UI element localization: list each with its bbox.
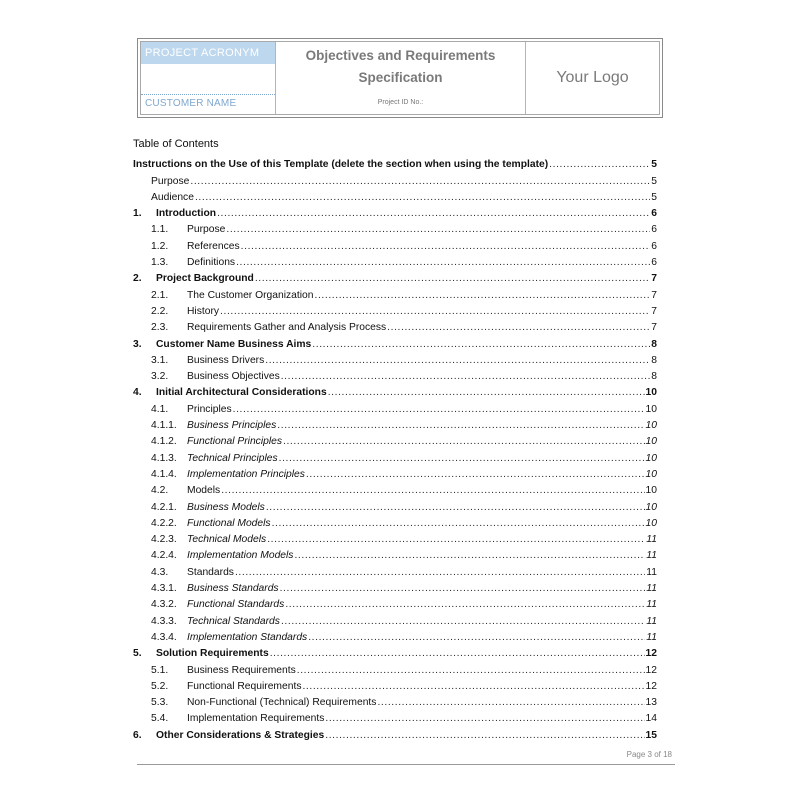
toc-entry[interactable] xyxy=(133,383,657,399)
toc-entry[interactable] xyxy=(133,579,657,595)
toc-entry[interactable] xyxy=(133,204,657,220)
toc-entry-title: Introduction xyxy=(156,208,217,220)
toc-entry[interactable] xyxy=(133,530,657,546)
dot-leader xyxy=(324,712,644,725)
toc-entry-title: Initial Architectural Considerations xyxy=(156,387,327,399)
dot-leader xyxy=(293,549,645,562)
toc-entry-title: References xyxy=(187,240,240,252)
toc-entry[interactable] xyxy=(133,611,657,627)
toc-entry-page: 10 xyxy=(645,468,657,480)
toc-entry-title: Functional Principles xyxy=(187,436,283,448)
dot-leader xyxy=(327,386,645,399)
toc-entry-title: Models xyxy=(187,485,221,497)
toc-entry-number: 3.1. xyxy=(151,354,169,366)
header-logo-cell xyxy=(526,42,659,114)
toc-entry-number: 1.1. xyxy=(151,224,169,236)
dot-leader xyxy=(279,582,646,595)
toc-entry-page: 10 xyxy=(645,517,657,529)
toc-entry[interactable] xyxy=(133,514,657,530)
dot-leader xyxy=(313,289,650,302)
dot-leader xyxy=(280,615,645,628)
toc-entry[interactable] xyxy=(133,155,657,171)
toc-entry[interactable] xyxy=(133,465,657,481)
toc-entry[interactable] xyxy=(133,171,657,187)
toc-entry-page: 12 xyxy=(645,648,657,660)
header-table xyxy=(140,41,660,115)
dot-leader xyxy=(254,272,650,285)
toc-entry-number: 1. xyxy=(133,208,142,220)
dotted-divider xyxy=(141,94,275,95)
toc-entry[interactable] xyxy=(133,546,657,562)
toc-entry-title: Customer Name Business Aims xyxy=(156,338,312,350)
dot-leader xyxy=(266,533,645,546)
document-header xyxy=(137,38,663,118)
toc-entry-page: 7 xyxy=(651,289,657,301)
toc-entry[interactable] xyxy=(133,562,657,578)
table-of-contents xyxy=(133,155,657,742)
toc-entry-number: 4.2.4. xyxy=(151,550,177,562)
toc-entry-title: Business Drivers xyxy=(187,354,265,366)
toc-entry-number: 4.3.4. xyxy=(151,631,177,643)
dot-leader xyxy=(264,354,650,367)
toc-entry-title: Purpose xyxy=(151,175,190,187)
dot-leader xyxy=(216,207,650,220)
customer-name: CUSTOMER NAME xyxy=(145,98,237,109)
toc-entry-title: Purpose xyxy=(187,224,226,236)
dot-leader xyxy=(307,631,645,644)
toc-entry[interactable] xyxy=(133,351,657,367)
toc-entry-title: Implementation Requirements xyxy=(187,713,325,725)
toc-entry[interactable] xyxy=(133,334,657,350)
toc-entry-page: 13 xyxy=(645,697,657,709)
toc-entry-title: Business Requirements xyxy=(187,664,296,676)
dot-leader xyxy=(548,158,650,171)
toc-entry[interactable] xyxy=(133,448,657,464)
toc-entry-page: 10 xyxy=(645,501,657,513)
dot-leader xyxy=(296,664,645,677)
toc-entry-page: 11 xyxy=(646,583,657,595)
toc-entry-number: 4.3.3. xyxy=(151,615,177,627)
toc-entry-number: 4.1.3. xyxy=(151,452,177,464)
toc-entry-page: 5 xyxy=(651,191,657,203)
dot-leader xyxy=(240,240,651,253)
dot-leader xyxy=(225,223,650,236)
toc-entry-number: 5. xyxy=(133,648,142,660)
toc-entry-page: 11 xyxy=(646,631,657,643)
toc-entry-number: 2.2. xyxy=(151,305,169,317)
toc-entry-number: 2.1. xyxy=(151,289,169,301)
toc-entry[interactable] xyxy=(133,497,657,513)
toc-entry[interactable] xyxy=(133,269,657,285)
toc-entry-title: Audience xyxy=(151,191,194,203)
toc-entry-page: 7 xyxy=(651,273,657,285)
toc-entry-page: 14 xyxy=(645,713,657,725)
toc-entry-page: 11 xyxy=(646,534,657,546)
toc-entry-page: 8 xyxy=(651,371,657,383)
toc-entry-title: History xyxy=(187,305,220,317)
toc-entry-number: 4.3.1. xyxy=(151,583,177,595)
dot-leader xyxy=(311,338,650,351)
toc-entry-number: 4. xyxy=(133,387,142,399)
toc-entry[interactable] xyxy=(133,188,657,204)
toc-entry-number: 4.2.3. xyxy=(151,534,177,546)
toc-entry[interactable] xyxy=(133,367,657,383)
dot-leader xyxy=(220,484,644,497)
toc-entry[interactable] xyxy=(133,399,657,415)
toc-entry[interactable] xyxy=(133,628,657,644)
toc-entry-page: 11 xyxy=(646,599,657,611)
dot-leader xyxy=(386,321,650,334)
toc-entry-number: 4.2. xyxy=(151,485,169,497)
toc-entry-number: 4.1. xyxy=(151,403,169,415)
dot-leader xyxy=(305,468,645,481)
toc-entry-title: Principles xyxy=(187,403,232,415)
toc-entry-title: Solution Requirements xyxy=(156,648,269,660)
toc-entry-page: 5 xyxy=(651,175,657,187)
toc-entry-number: 5.3. xyxy=(151,697,169,709)
toc-entry[interactable] xyxy=(133,285,657,301)
toc-entry[interactable] xyxy=(133,481,657,497)
toc-entry-title: Technical Principles xyxy=(187,452,278,464)
dot-leader xyxy=(189,175,650,188)
dot-leader xyxy=(280,370,651,383)
dot-leader xyxy=(194,191,650,204)
toc-entry-title: Definitions xyxy=(187,257,236,269)
toc-entry-title: Requirements Gather and Analysis Process xyxy=(187,322,387,334)
project-id-label: Project ID No.: xyxy=(377,99,424,106)
toc-entry-page: 11 xyxy=(646,550,657,562)
toc-entry-title: Functional Standards xyxy=(187,599,285,611)
toc-entry-page: 8 xyxy=(651,354,657,366)
toc-entry[interactable] xyxy=(133,220,657,236)
toc-entry-number: 1.2. xyxy=(151,240,169,252)
toc-entry-number: 4.2.2. xyxy=(151,517,177,529)
document-title xyxy=(276,45,525,89)
dot-leader xyxy=(232,403,645,416)
toc-entry-title: Instructions on the Use of this Template (delete the section when using the template) xyxy=(133,159,549,171)
dot-leader xyxy=(301,680,644,693)
toc-entry-page: 7 xyxy=(651,322,657,334)
dot-leader xyxy=(278,452,645,465)
toc-entry-number: 1.3. xyxy=(151,257,169,269)
toc-entry-title: Technical Standards xyxy=(187,615,280,627)
toc-entry-title: Project Background xyxy=(156,273,254,285)
toc-heading: Table of Contents xyxy=(133,138,219,150)
page-number: Page 3 of 18 xyxy=(626,750,672,759)
toc-entry-number: 3.2. xyxy=(151,371,169,383)
toc-entry-title: Implementation Principles xyxy=(187,468,305,480)
toc-entry[interactable] xyxy=(133,432,657,448)
toc-entry-number: 4.2.1. xyxy=(151,501,177,513)
toc-entry-title: Business Models xyxy=(187,501,265,513)
toc-entry[interactable] xyxy=(133,693,657,709)
toc-entry-number: 4.1.1. xyxy=(151,420,177,432)
toc-entry[interactable] xyxy=(133,595,657,611)
toc-entry-title: The Customer Organization xyxy=(187,289,314,301)
header-title-cell xyxy=(276,42,526,114)
dot-leader xyxy=(376,696,644,709)
toc-entry-page: 10 xyxy=(645,420,657,432)
toc-entry-page: 15 xyxy=(645,729,657,741)
toc-entry[interactable] xyxy=(133,660,657,676)
toc-entry-number: 2. xyxy=(133,273,142,285)
toc-entry-number: 2.3. xyxy=(151,322,169,334)
toc-entry-number: 3. xyxy=(133,338,142,350)
toc-entry-page: 10 xyxy=(645,452,657,464)
dot-leader xyxy=(269,647,645,660)
toc-entry-page: 6 xyxy=(651,257,657,269)
toc-entry-number: 4.3. xyxy=(151,566,169,578)
toc-entry-title: Other Considerations & Strategies xyxy=(156,729,325,741)
toc-entry-page: 12 xyxy=(645,664,657,676)
dot-leader xyxy=(219,305,650,318)
toc-entry-page: 6 xyxy=(651,208,657,220)
toc-entry-number: 5.2. xyxy=(151,680,169,692)
toc-entry[interactable] xyxy=(133,709,657,725)
footer-divider xyxy=(137,764,675,765)
toc-entry[interactable] xyxy=(133,236,657,252)
toc-entry-number: 4.1.4. xyxy=(151,468,177,480)
document-title-line2: Specification xyxy=(358,70,443,85)
toc-entry-number: 6. xyxy=(133,729,142,741)
toc-entry-page: 10 xyxy=(645,436,657,448)
toc-entry-page: 10 xyxy=(645,485,657,497)
toc-entry-page: 11 xyxy=(646,566,657,578)
toc-entry-page: 6 xyxy=(651,240,657,252)
toc-entry-title: Business Objectives xyxy=(187,371,280,383)
toc-entry-page: 12 xyxy=(645,680,657,692)
dot-leader xyxy=(271,517,645,530)
dot-leader xyxy=(235,256,650,269)
toc-entry-title: Non-Functional (Technical) Requirements xyxy=(187,697,377,709)
toc-entry[interactable] xyxy=(133,677,657,693)
toc-entry-number: 5.1. xyxy=(151,664,169,676)
toc-entry-title: Functional Models xyxy=(187,517,271,529)
dot-leader xyxy=(276,419,644,432)
document-title-line1: Objectives and Requirements xyxy=(305,48,496,63)
toc-entry-page: 7 xyxy=(651,305,657,317)
dot-leader xyxy=(234,566,645,579)
dot-leader xyxy=(284,598,645,611)
toc-entry-title: Technical Models xyxy=(187,534,267,546)
toc-entry-title: Implementation Models xyxy=(187,550,294,562)
toc-entry[interactable] xyxy=(133,644,657,660)
toc-entry-page: 11 xyxy=(646,615,657,627)
dot-leader xyxy=(282,435,645,448)
toc-entry-page: 5 xyxy=(651,159,657,171)
toc-entry[interactable] xyxy=(133,253,657,269)
toc-entry-page: 8 xyxy=(651,338,657,350)
toc-entry[interactable] xyxy=(133,318,657,334)
logo-placeholder: Your Logo xyxy=(556,69,629,86)
toc-entry-page: 10 xyxy=(645,403,657,415)
toc-entry-number: 4.1.2. xyxy=(151,436,177,448)
toc-entry-number: 4.3.2. xyxy=(151,599,177,611)
toc-entry-page: 10 xyxy=(645,387,657,399)
toc-entry-title: Standards xyxy=(187,566,234,578)
dot-leader xyxy=(324,729,644,742)
dot-leader xyxy=(265,501,645,514)
toc-entry-page: 6 xyxy=(651,224,657,236)
toc-entry-title: Business Standards xyxy=(187,583,279,595)
toc-entry-number: 5.4. xyxy=(151,713,169,725)
toc-entry-title: Business Principles xyxy=(187,420,277,432)
toc-entry[interactable] xyxy=(133,416,657,432)
toc-entry-title: Functional Requirements xyxy=(187,680,302,692)
toc-entry-title: Implementation Standards xyxy=(187,631,308,643)
toc-entry[interactable] xyxy=(133,302,657,318)
toc-entry[interactable] xyxy=(133,725,657,741)
project-acronym: PROJECT ACRONYM xyxy=(141,42,275,64)
header-left-cell xyxy=(141,42,276,114)
